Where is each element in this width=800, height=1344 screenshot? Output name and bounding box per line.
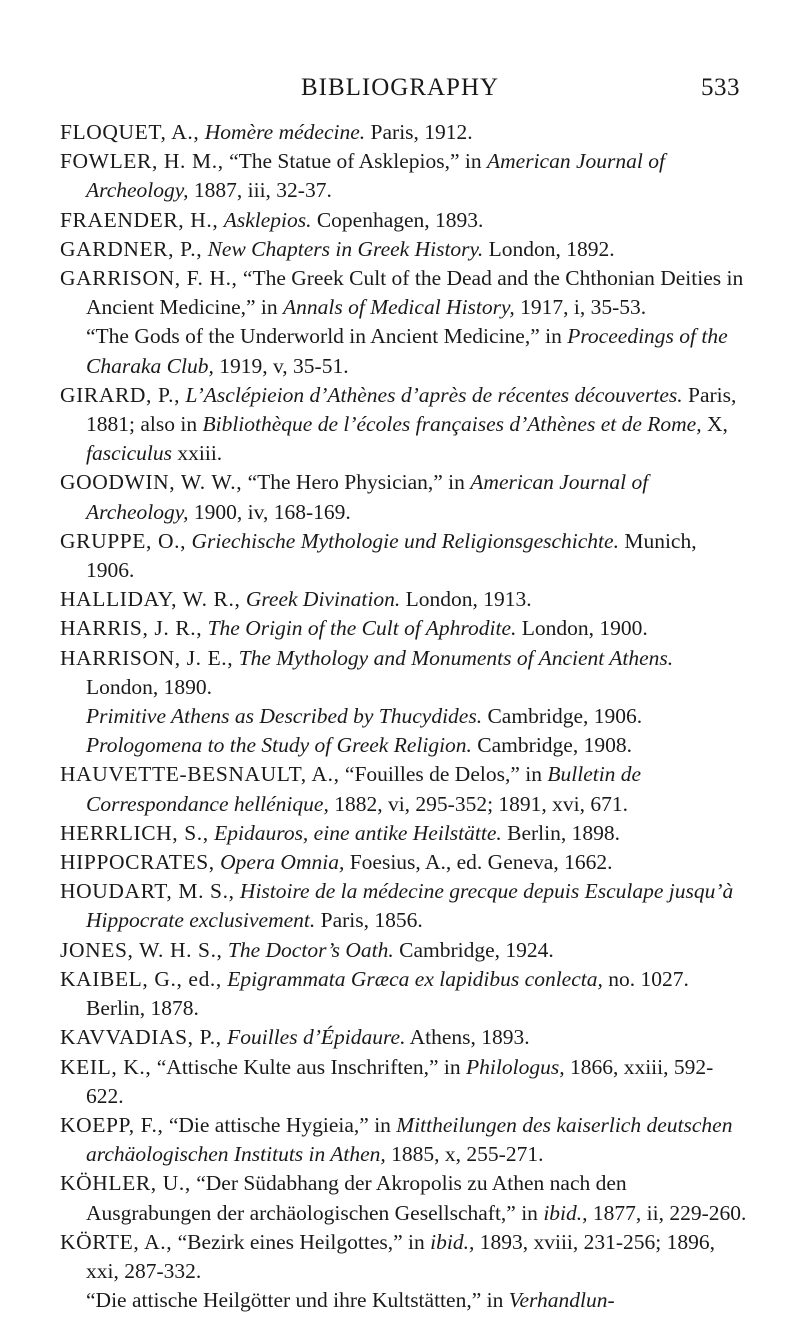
bibliography-entry	[60, 585, 750, 614]
entry-title-italic: Annals of Medical History,	[283, 295, 515, 320]
entry-author: KÖHLER, U.,	[60, 1171, 191, 1196]
entry-text: Paris, 1912.	[365, 120, 473, 144]
entry-text: “The Gods of the Underworld in Ancient Medicine,” in	[86, 324, 568, 349]
entry-text: Foesius, A., ed. Geneva, 1662.	[344, 850, 613, 875]
entry-title-italic: The Origin of the Cult of Aphrodite.	[207, 616, 517, 641]
bibliography-entry	[60, 936, 750, 965]
entry-author: JONES, W. H. S.,	[60, 937, 223, 962]
entry-text: 1866, xxiii, 592-622.	[86, 1054, 714, 1108]
entry-text: London, 1913.	[400, 587, 532, 612]
entry-author: KOEPP, F.,	[60, 1112, 164, 1137]
entry-text: 1919, v, 35-51.	[213, 353, 349, 378]
entry-author: HALLIDAY, W. R.,	[60, 587, 241, 612]
entry-text: “The Hero Physician,” in	[242, 470, 471, 495]
entry-title-italic: Proceedings of the Charaka Club,	[86, 324, 728, 378]
entry-title-italic: fasciculus	[86, 441, 172, 466]
bibliography-entry	[60, 322, 750, 380]
entry-title-italic: The Doctor’s Oath.	[227, 937, 394, 962]
bibliography-entry	[60, 1053, 750, 1111]
entry-text: London, 1900.	[516, 616, 648, 641]
entry-text: “Die attische Heilgötter und ihre Kultstätten,” in	[86, 1288, 509, 1313]
bibliography-entry	[60, 731, 750, 760]
entry-title-italic: Fouilles d’Épidaure.	[227, 1025, 406, 1050]
bibliography-entry	[60, 1228, 750, 1286]
entry-text: Cambridge, 1906.	[482, 704, 643, 729]
bibliography-list	[60, 118, 750, 1315]
bibliography-entry	[60, 1286, 750, 1315]
entry-text: 1893, xviii, 231-256; 1896, xxi, 287-332.	[86, 1229, 716, 1283]
bibliography-entry	[60, 118, 750, 147]
bibliography-entry	[60, 760, 750, 818]
entry-title-italic: The Mythology and Monuments of Ancient Athens.	[238, 645, 674, 670]
entry-title-italic: ibid.,	[543, 1200, 588, 1225]
entry-author: HAUVETTE-BESNAULT, A.,	[60, 762, 340, 787]
entry-text: X,	[701, 412, 728, 437]
entry-title-italic: Verhandlun-	[508, 1288, 615, 1313]
entry-title-italic: L’Asclépieion d’Athènes d’après de récentes découvertes.	[185, 382, 683, 407]
bibliography-entry	[60, 877, 750, 935]
entry-text: “Der Südabhang der Akropolis zu Athen nach den Ausgrabungen der archäologischen Gesellschaft,” in	[86, 1171, 627, 1225]
entry-author: GRUPPE, O.,	[60, 528, 187, 553]
entry-author: FRAENDER, H.,	[60, 207, 219, 232]
entry-text: London, 1892.	[483, 236, 615, 261]
entry-text: Cambridge, 1924.	[393, 937, 554, 962]
entry-author: GARDNER, P.,	[60, 236, 203, 261]
entry-author: FOWLER, H. M.,	[60, 149, 224, 174]
bibliography-entry	[60, 206, 750, 235]
entry-author: HIPPOCRATES,	[60, 850, 215, 875]
entry-title-italic: Epigrammata Græca ex lapidibus conlecta,	[227, 966, 603, 991]
entry-text: 1877, ii, 229-260.	[587, 1200, 747, 1225]
entry-text: Berlin, 1898.	[501, 820, 620, 845]
entry-author: GARRISON, F. H.,	[60, 266, 238, 291]
entry-author: FLOQUET, A.,	[60, 120, 200, 144]
entry-author: HERRLICH, S.,	[60, 820, 209, 845]
bibliography-entry	[60, 468, 750, 526]
bibliography-entry	[60, 264, 750, 322]
bibliography-entry	[60, 965, 750, 1023]
bibliography-entry	[60, 702, 750, 731]
bibliography-entry	[60, 1111, 750, 1169]
entry-text: “Fouilles de Delos,” in	[339, 762, 548, 787]
entry-text: 1917, i, 35-53.	[514, 295, 647, 320]
entry-author: GOODWIN, W. W.,	[60, 470, 243, 495]
entry-text: “Bezirk eines Heilgottes,” in	[172, 1229, 431, 1254]
entry-text: no. 1027. Berlin, 1878.	[86, 966, 689, 1021]
entry-text: Athens, 1893.	[405, 1025, 530, 1050]
entry-text: “The Greek Cult of the Dead and the Chthonian Deities in Ancient Medicine,” in	[86, 266, 744, 320]
entry-text: 1887, iii, 32-37.	[188, 178, 332, 203]
entry-author: GIRARD, P.,	[60, 382, 181, 407]
page-header	[60, 74, 740, 108]
bibliography-entry	[60, 1169, 750, 1227]
entry-text: “Die attische Hygieia,” in	[163, 1112, 397, 1137]
entry-title-italic: American Journal of Archeology,	[86, 149, 665, 203]
entry-title-italic: Bibliothèque de l’écoles françaises d’Athènes et de Rome,	[202, 412, 702, 437]
entry-text: Paris, 1856.	[315, 908, 423, 933]
entry-text: “Attische Kulte aus Inschriften,” in	[151, 1054, 467, 1079]
entry-author: HARRISON, J. E.,	[60, 645, 234, 670]
entry-author: HOUDART, M. S.,	[60, 879, 235, 904]
bibliography-entry	[60, 1023, 750, 1052]
entry-text: Paris, 1881; also in	[86, 382, 737, 437]
entry-title-italic: Homère médecine.	[204, 120, 366, 144]
entry-title-italic: Epidauros, eine antike Heilstätte.	[214, 820, 502, 845]
entry-title-italic: Bulletin de Correspondance hellénique,	[86, 762, 642, 816]
bibliography-entry	[60, 848, 750, 877]
entry-title-italic: American Journal of Archeology,	[86, 470, 649, 524]
bibliography-entry	[60, 614, 750, 643]
entry-text: xxiii.	[172, 441, 223, 466]
entry-title-italic: Prologomena to the Study of Greek Religion.	[86, 733, 472, 758]
entry-title-italic: ibid.,	[430, 1229, 475, 1254]
entry-title-italic: Histoire de la médecine grecque depuis Esculape jusqu’à Hippocrate exclusivement.	[86, 879, 734, 933]
entry-text: 1900, iv, 168-169.	[188, 499, 351, 524]
entry-author: KEIL, K.,	[60, 1054, 152, 1079]
entry-author: KÖRTE, A.,	[60, 1229, 173, 1254]
entry-title-italic: Mittheilungen des kaiserlich deutschen archäologischen Instituts in Athen,	[86, 1112, 733, 1167]
bibliography-entry	[60, 819, 750, 848]
entry-text: “The Statue of Asklepios,” in	[223, 149, 488, 174]
entry-text: 1882, vi, 295-352; 1891, xvi, 671.	[328, 791, 629, 816]
entry-text: London, 1890.	[86, 674, 213, 699]
entry-title-italic: Primitive Athens as Described by Thucydides.	[86, 704, 483, 729]
entry-text: Copenhagen, 1893.	[311, 207, 484, 232]
entry-title-italic: Griechische Mythologie und Religionsgeschichte.	[191, 528, 619, 553]
bibliography-entry	[60, 527, 750, 585]
page-number: 533	[701, 74, 740, 101]
entry-title-italic: New Chapters in Greek History.	[207, 236, 484, 261]
entry-author: KAIBEL, G., ed.,	[60, 966, 222, 991]
bibliography-entry	[60, 235, 750, 264]
entry-author: HARRIS, J. R.,	[60, 616, 203, 641]
entry-text: 1885, x, 255-271.	[385, 1142, 544, 1167]
entry-text: Cambridge, 1908.	[471, 733, 632, 758]
entry-title-italic: Opera Omnia,	[220, 850, 345, 875]
bibliography-entry	[60, 381, 750, 469]
bibliography-entry	[60, 644, 750, 702]
entry-title-italic: Greek Divination.	[245, 587, 401, 612]
running-head: BIBLIOGRAPHY	[300, 74, 500, 101]
bibliography-entry	[60, 147, 750, 205]
entry-text: Munich, 1906.	[86, 528, 697, 583]
entry-title-italic: Philologus,	[466, 1054, 565, 1079]
entry-author: KAVVADIAS, P.,	[60, 1025, 222, 1050]
entry-title-italic: Asklepios.	[223, 207, 312, 232]
